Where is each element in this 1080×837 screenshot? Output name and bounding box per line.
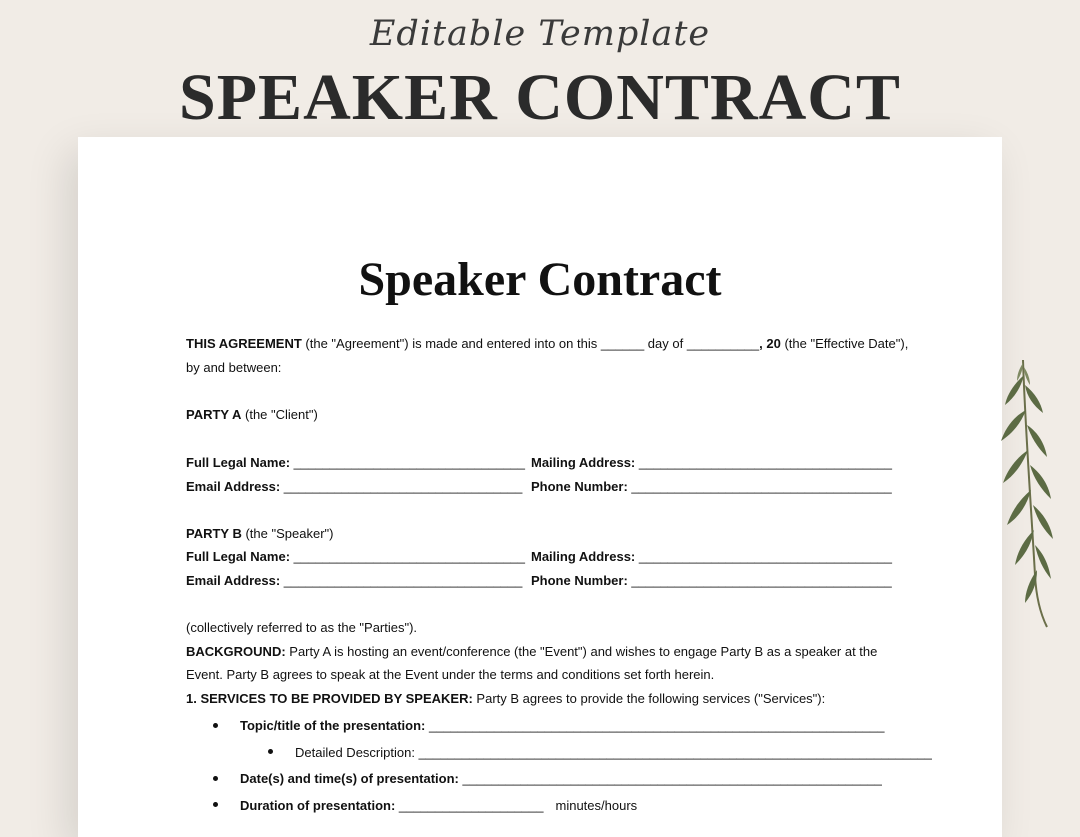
party-b-phone-label: Phone Number: [531, 573, 628, 588]
duration-unit: minutes/hours [555, 798, 638, 813]
party-a-email-label: Email Address: [186, 479, 281, 494]
party-b-phone-field[interactable]: ____________________________________ [627, 573, 892, 588]
party-a-heading [186, 407, 894, 423]
party-a-mailing-row [531, 455, 892, 471]
bullet-dot-detail [268, 749, 273, 754]
detail-row [295, 745, 932, 761]
detail-field[interactable]: _______________________________________________________________________ [414, 745, 932, 760]
party-a-rest: (the "Client") [241, 407, 318, 422]
duration-field[interactable]: ____________________ [395, 798, 544, 813]
dates-label: Date(s) and time(s) of presentation: [240, 771, 459, 786]
topic-field[interactable]: _______________________________________________________________ [425, 718, 885, 733]
background-bold: BACKGROUND: [186, 644, 286, 659]
bullet-dot-topic [213, 723, 218, 728]
party-a-bold: PARTY A [186, 407, 242, 422]
banner-script-heading: Editable Template [369, 14, 711, 54]
party-a-full-name-field[interactable]: ________________________________ [290, 455, 526, 470]
rosemary-sprig-icon [985, 355, 1065, 630]
duration-label: Duration of presentation: [240, 798, 396, 813]
party-b-bold: PARTY B [186, 526, 242, 541]
party-b-mailing-field[interactable]: ___________________________________ [635, 549, 892, 564]
party-b-full-name-field[interactable]: ________________________________ [290, 549, 526, 564]
party-b-rest: (the "Speaker") [241, 526, 334, 541]
intro-year: , 20 [759, 336, 781, 351]
party-a-email-field[interactable]: _________________________________ [280, 479, 523, 494]
background-line-2: Event. Party B agrees to speak at the Event under the terms and conditions set forth herein. [186, 667, 715, 682]
services-text: Party B agrees to provide the following services ("Services"): [472, 691, 826, 706]
party-b-email-field[interactable]: _________________________________ [280, 573, 523, 588]
dates-row [240, 771, 882, 787]
party-b-phone-row [531, 573, 892, 589]
intro-text: (the "Agreement") is made and entered into on this ______ day of __________ [301, 336, 760, 351]
bullet-dot-duration [213, 802, 218, 807]
party-a-phone-field[interactable]: ____________________________________ [627, 479, 892, 494]
party-a-full-name-label: Full Legal Name: [186, 455, 291, 470]
bullet-dot-dates [213, 776, 218, 781]
detail-label: Detailed Description: [295, 745, 415, 760]
intro-line-1 [186, 336, 909, 352]
intro-end: (the "Effective Date"), [780, 336, 909, 351]
party-b-email-label: Email Address: [186, 573, 281, 588]
party-b-heading [186, 526, 894, 542]
duration-row [240, 798, 637, 814]
topic-row [240, 718, 884, 734]
party-b-full-name-label: Full Legal Name: [186, 549, 291, 564]
background-text: Party A is hosting an event/conference (the "Event") and wishes to engage Party B as a speaker at the [285, 644, 878, 659]
party-b-mailing-row [531, 549, 892, 565]
party-a-mailing-field[interactable]: ___________________________________ [635, 455, 892, 470]
background-line-1 [186, 644, 894, 660]
party-a-mailing-label: Mailing Address: [531, 455, 636, 470]
collectively-text: (collectively referred to as the "Parties"). [186, 620, 418, 635]
document-title: Speaker Contract [358, 253, 722, 306]
services-heading [186, 691, 894, 707]
party-a-phone-row [531, 479, 892, 495]
services-bold: 1. SERVICES TO BE PROVIDED BY SPEAKER: [186, 691, 473, 706]
party-a-phone-label: Phone Number: [531, 479, 628, 494]
dates-field[interactable]: __________________________________________________________ [458, 771, 882, 786]
party-b-mailing-label: Mailing Address: [531, 549, 636, 564]
intro-bold: THIS AGREEMENT [186, 336, 302, 351]
topic-label: Topic/title of the presentation: [240, 718, 426, 733]
intro-line-2: by and between: [186, 360, 282, 375]
banner-title: SPEAKER CONTRACT [179, 61, 901, 134]
